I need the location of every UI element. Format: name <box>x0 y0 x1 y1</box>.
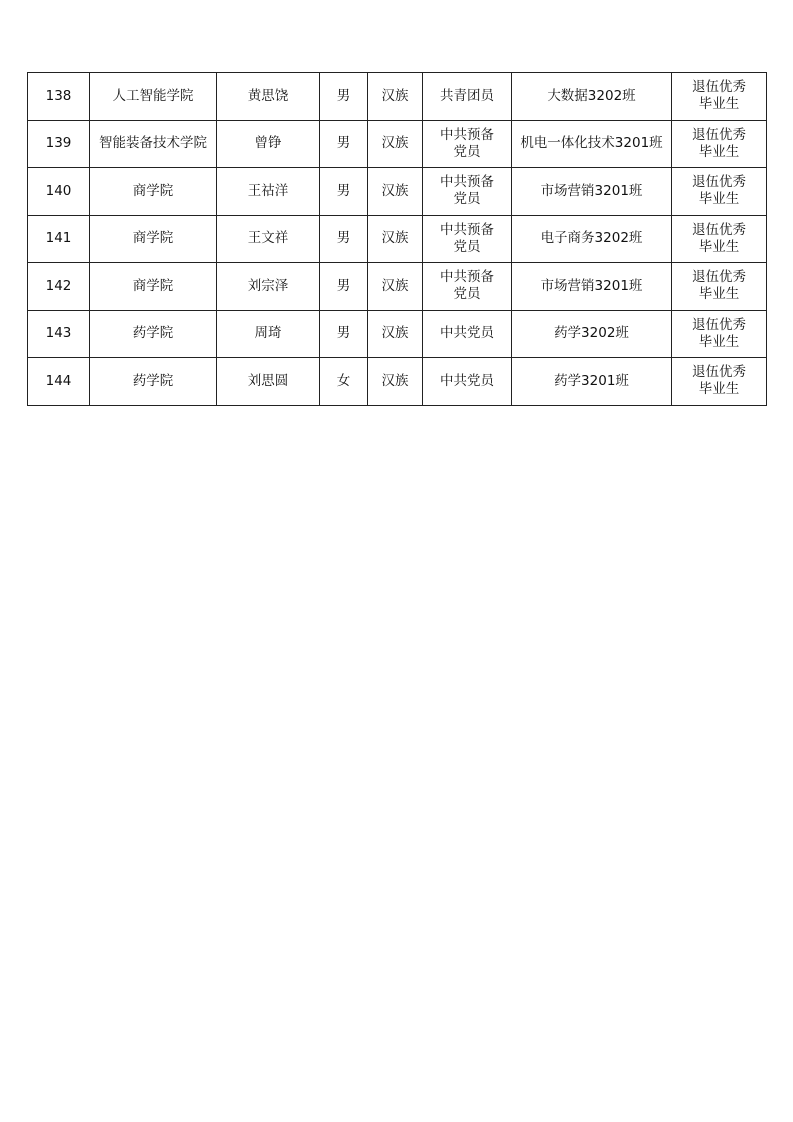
cell-gender: 男 <box>320 310 368 358</box>
cell-college: 智能装备技术学院 <box>90 120 217 168</box>
cell-award: 退伍优秀毕业生 <box>672 120 767 168</box>
table-row <box>28 215 767 263</box>
cell-ethnicity: 汉族 <box>368 73 423 121</box>
table-row <box>28 310 767 358</box>
cell-political-status: 中共预备党员 <box>423 263 512 311</box>
graduate-roster-table <box>27 72 767 406</box>
cell-name: 黄思饶 <box>217 73 320 121</box>
cell-political-status: 共青团员 <box>423 73 512 121</box>
cell-class: 大数据3202班 <box>512 73 672 121</box>
cell-name: 刘思圆 <box>217 358 320 406</box>
cell-number: 142 <box>28 263 90 311</box>
cell-ethnicity: 汉族 <box>368 215 423 263</box>
cell-name: 周琦 <box>217 310 320 358</box>
cell-ethnicity: 汉族 <box>368 168 423 216</box>
cell-college: 商学院 <box>90 215 217 263</box>
cell-college: 商学院 <box>90 263 217 311</box>
cell-ethnicity: 汉族 <box>368 120 423 168</box>
cell-college: 药学院 <box>90 310 217 358</box>
cell-gender: 男 <box>320 120 368 168</box>
cell-number: 138 <box>28 73 90 121</box>
cell-award: 退伍优秀毕业生 <box>672 358 767 406</box>
cell-political-status: 中共党员 <box>423 358 512 406</box>
cell-political-status: 中共预备党员 <box>423 168 512 216</box>
cell-gender: 男 <box>320 73 368 121</box>
cell-award: 退伍优秀毕业生 <box>672 310 767 358</box>
cell-award: 退伍优秀毕业生 <box>672 263 767 311</box>
cell-political-status: 中共预备党员 <box>423 120 512 168</box>
cell-political-status: 中共党员 <box>423 310 512 358</box>
cell-class: 药学3202班 <box>512 310 672 358</box>
cell-name: 刘宗泽 <box>217 263 320 311</box>
cell-number: 143 <box>28 310 90 358</box>
cell-name: 王文祥 <box>217 215 320 263</box>
cell-gender: 男 <box>320 263 368 311</box>
cell-award: 退伍优秀毕业生 <box>672 73 767 121</box>
cell-gender: 男 <box>320 215 368 263</box>
table-row <box>28 358 767 406</box>
table-row <box>28 73 767 121</box>
table-row <box>28 120 767 168</box>
cell-name: 王祜洋 <box>217 168 320 216</box>
cell-class: 市场营销3201班 <box>512 263 672 311</box>
table-row <box>28 168 767 216</box>
cell-gender: 男 <box>320 168 368 216</box>
cell-award: 退伍优秀毕业生 <box>672 168 767 216</box>
cell-class: 机电一体化技术3201班 <box>512 120 672 168</box>
cell-college: 人工智能学院 <box>90 73 217 121</box>
cell-ethnicity: 汉族 <box>368 310 423 358</box>
cell-class: 市场营销3201班 <box>512 168 672 216</box>
table-row <box>28 263 767 311</box>
cell-gender: 女 <box>320 358 368 406</box>
cell-number: 141 <box>28 215 90 263</box>
cell-college: 商学院 <box>90 168 217 216</box>
cell-number: 139 <box>28 120 90 168</box>
cell-class: 药学3201班 <box>512 358 672 406</box>
cell-ethnicity: 汉族 <box>368 358 423 406</box>
cell-political-status: 中共预备党员 <box>423 215 512 263</box>
cell-name: 曾铮 <box>217 120 320 168</box>
cell-ethnicity: 汉族 <box>368 263 423 311</box>
cell-class: 电子商务3202班 <box>512 215 672 263</box>
cell-number: 140 <box>28 168 90 216</box>
cell-number: 144 <box>28 358 90 406</box>
cell-college: 药学院 <box>90 358 217 406</box>
cell-award: 退伍优秀毕业生 <box>672 215 767 263</box>
